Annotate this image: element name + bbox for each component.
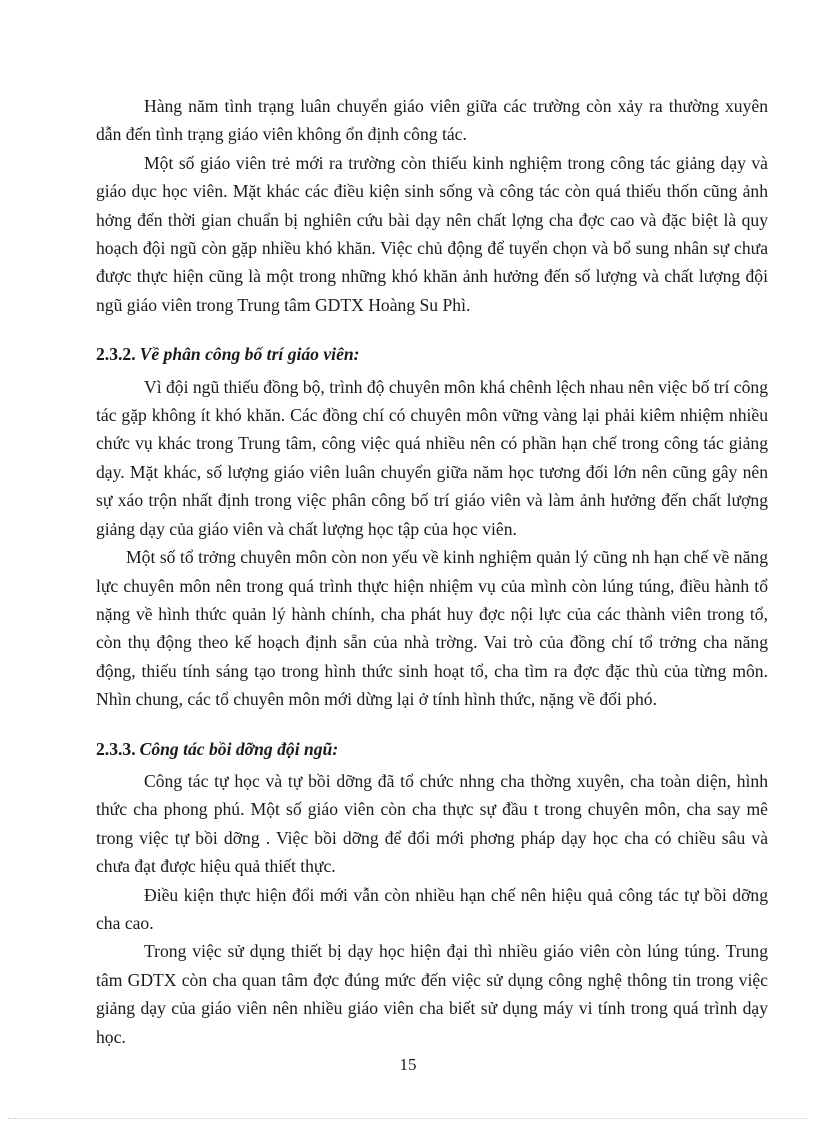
section-number: 2.3.3. [96,738,136,759]
section-title: Công tác bồi dỡng đội ngũ: [139,738,339,759]
paragraph: Một số giáo viên trẻ mới ra trường còn thiếu kinh nghiệm trong công tác giảng dạy và giáo dục học viên. Mặt khác các điều kiện sinh sống và công tác còn quá thiếu thốn cũng ảnh hởng đến thời gian chuẩn bị nghiên cứu bài dạy nên chất lợng cha đợc cao và đặc biệt là quy hoạch đội ngũ còn gặp nhiều khó khăn. Việc chủ động để tuyển chọn và bổ sung nhân sự chưa được thực hiện cũng là một trong những khó khăn ảnh hưởng đến số lượng và chất lượng đội ngũ giáo viên trong Trung tâm GDTX Hoàng Su Phì. [96,152,768,315]
paragraph: Vì đội ngũ thiếu đồng bộ, trình độ chuyên môn khá chênh lệch nhau nên việc bố trí công tác gặp không ít khó khăn. Các đồng chí có chuyên môn vững vàng lại phải kiêm nhiệm nhiều chức vụ khác trong Trung tâm, công việc quá nhiều nên có phần hạn chế trong công tác giảng dạy. Mặt khác, số lượng giáo viên luân chuyển giữa năm học tương đối lớn nên cũng gây nên sự xáo trộn nhất định trong việc phân công bố trí giáo viên và làm ảnh hưởng đến chất lượng giảng dạy của giáo viên và chất lượng học tập của học viên. [96,376,768,539]
document-page [96,92,768,1051]
section-heading-2-3-2 [96,340,768,368]
section-heading-2-3-3 [96,735,768,763]
paragraph: Hàng năm tình trạng luân chuyển giáo viên giữa các trường còn xảy ra thường xuyên dẫn đến tình trạng giáo viên không ổn định công tác. [96,96,768,145]
paragraph: Trong việc sử dụng thiết bị dạy học hiện đại thì nhiều giáo viên còn lúng túng. Trung tâm GDTX còn cha quan tâm đợc đúng mức đến việc sử dụng công nghệ thông tin trong việc giảng dạy của giáo viên nên nhiều giáo viên cha biết sử dụng máy vi tính trong quá trình dạy học. [96,941,768,1047]
footer-divider [8,1118,808,1119]
section-title: Về phân công bố trí giáo viên: [139,344,360,365]
paragraph: Công tác tự học và tự bồi dỡng đã tổ chức nhng cha thờng xuyên, cha toàn diện, hình thức cha phong phú. Một số giáo viên còn cha thực sự đầu t trong chuyên môn, cha say mê trong việc tự bồi dỡng . Việc bồi dỡng để đổi mới phơng pháp dạy học cha có chiều sâu và chưa đạt được hiệu quả thiết thực. [96,770,768,877]
paragraph: Một số tổ trởng chuyên môn còn non yếu về kinh nghiệm quản lý cũng nh hạn chế về năng lực chuyên môn nên trong quá trình thực hiện nhiệm vụ của mình còn lúng túng, điều hành tổ nặng về hình thức quản lý hành chính, cha phát huy đợc nội lực của các thành viên trong tổ, còn thụ động theo kế hoạch định sẵn của nhà trờng. Vai trò của đồng chí tổ trởng cha năng động, thiếu tính sáng tạo trong hình thức sinh hoạt tổ, cha tìm ra đợc đặc thù của từng môn. Nhìn chung, các tổ chuyên môn mới dừng lại ở tính hình thức, nặng về đối phó. [96,547,768,710]
section-number: 2.3.2. [96,344,136,365]
page-number: 15 [399,1055,417,1074]
paragraph: Điều kiện thực hiện đổi mới vẫn còn nhiều hạn chế nên hiệu quả công tác tự bồi dỡng cha cao. [96,884,768,933]
